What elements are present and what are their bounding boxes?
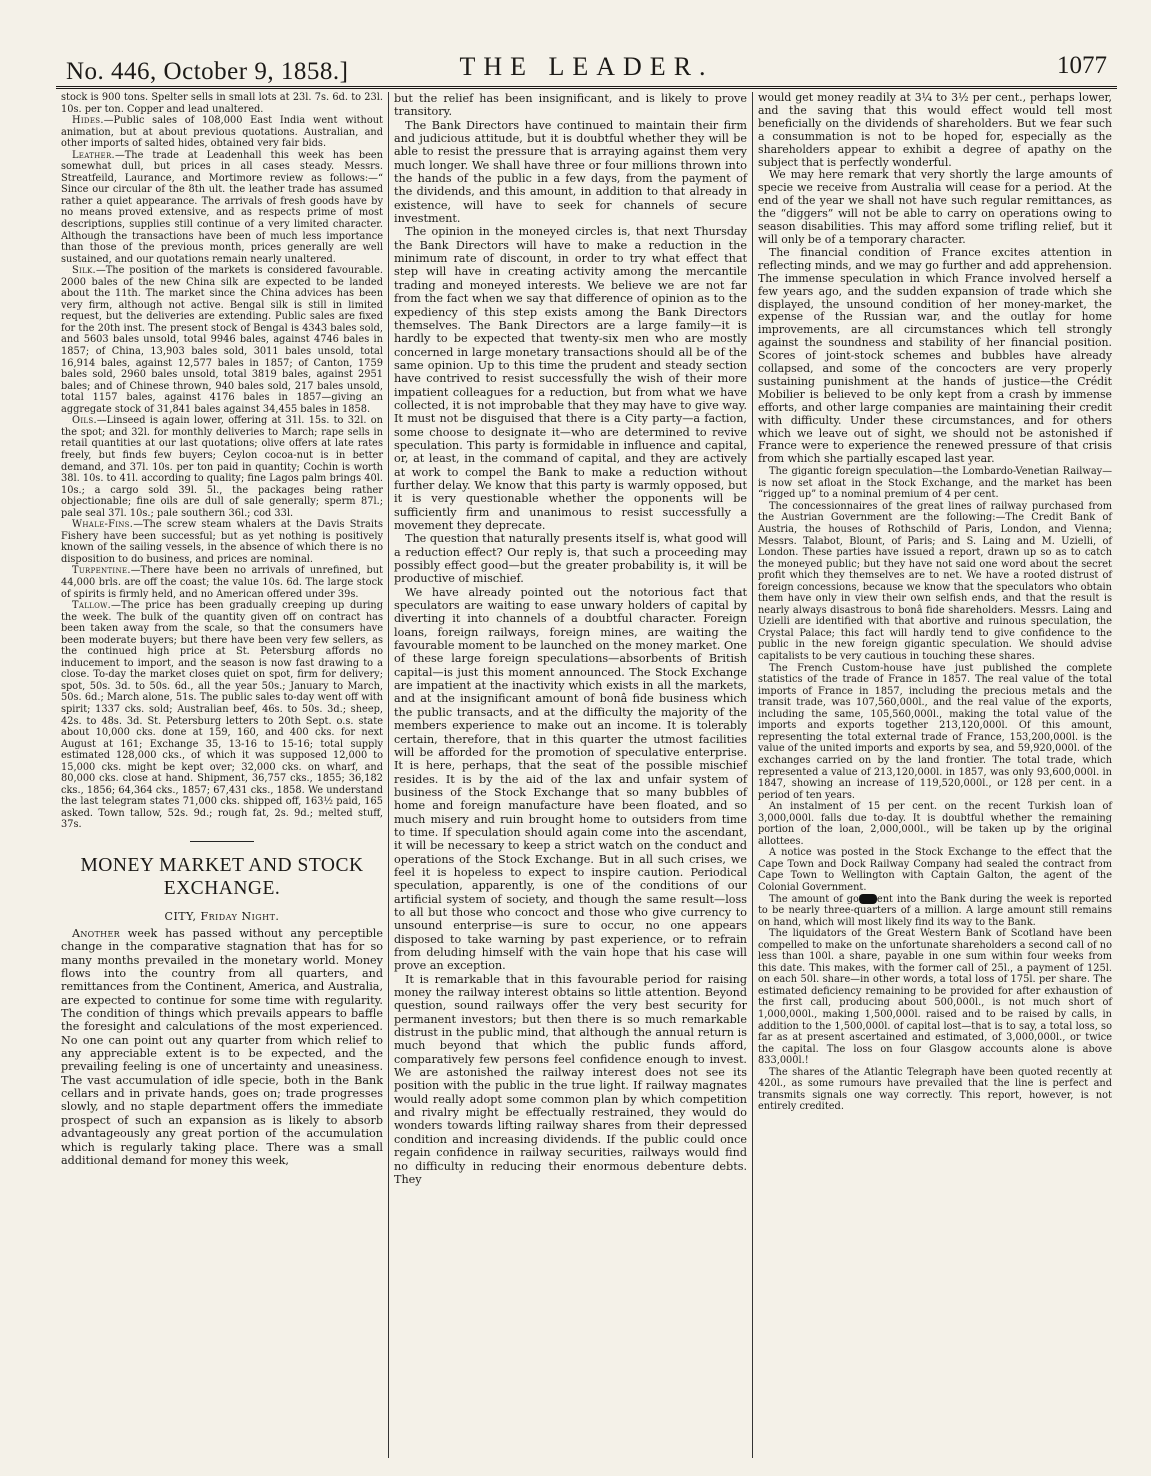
paragraph-text: —There have been no arrivals of unrefined, but 44,000 brls. are off the coast; the value 10s. 6d. The large stock of spirits is firmly held, and no American offered under 39s. [61,565,383,600]
paragraph: An instalment of 15 per cent. on the recent Turkish loan of 3,000,000l. falls due to-day. It is doubtful whether the remaining portion of the loan, 2,000,000l., will be taken up by the original allottees. [758,801,1112,847]
run-in-head: Leather. [72,149,115,161]
section-heading: MONEY MARKET AND STOCK EXCHANGE. [80,855,364,899]
paragraph: We may here remark that very shortly the large amounts of specie we receive from Australia will cease for a period. At the end of the year we shall not have such regular remittances, as the “diggers” will not be able to carry on operations owing to season disabilities. This may afford some trifling relief, but it will only be of a temporary character. [758,168,1112,246]
page-number: 1077 [1057,52,1107,79]
paragraph-hides [61,115,383,150]
paragraph: It is remarkable that in this favourable period for raising money the railway interest obtains so little attention. Beyond question, sound railways offer the very best security for permanent investors; but then there is so much remarkable distrust in the public mind, that although the annual return is much beyond that which the public funds afford, comparatively few persons feel confidence enough to invest. We are astonished the railway interest does not see its position with the public in the true light. If railway magnates would really adopt some common plan by which competition and rivalry might be effectually restrained, they would do wonders towards lifting railway shares from their depressed condition and increasing dividends. If the public could once regain confidence in railway securities, railways would find no difficulty in reducing their enormous debenture debts. They [394,972,747,1186]
paragraph: The Bank Directors have continued to maintain their firm and judicious attitude, but it is doubtful whether they will be able to resist the pressure that is arraying against them very much longer. We shall have three or four millions thrown into the hands of the public in a few days, from the payment of the dividends, and this amount, in addition to that already in existence, will have to seek for channels of secure investment. [394,118,747,226]
paragraph-silk [61,265,383,415]
paragraph-turpentine [61,565,383,600]
paragraph: The French Custom-house have just published the complete statistics of the trade of France in 1857. The real value of the total imports of France in 1857, including the precious metals and the transit trade, was 107,560,000l., and the real value of the exports, including the same, 105,560,000l., making the total value of the imports and exports together 213,120,000l. Of this amount, representing the total external trade of France, 153,200,000l. is the value of the united imports and exports by sea, and 59,920,000l. of the exchanges carried on by the land frontier. The total trade, which represented a value of 213,120,000l. in 1857, was only 93,600,000l. in 1847, showing an increase of 119,520,000l., or 128 per cent. in a period of ten years. [758,662,1112,801]
paragraph: The financial condition of France excites attention in reflecting minds, and we may go further and add apprehension. The immense speculation in which France involved herself a few years ago, and the sudden expansion of trade which she displayed, the unsound condition of her money-market, the expense of the Russian war, and the outlay for home improvements, are all circumstances which tell strongly against the soundness and stability of her financial position. Scores of joint-stock schemes and bubbles have already collapsed, and some of the concocters are very properly sustaining punishment at the hands of justice—the Crédit Mobilier is believed to be only kept from a crash by immense efforts, and other large companies are maintaining their credit with difficulty. Under these circumstances, and for others which we leave out of sight, we should not be astonished if France were to experience the renewed pressure of that crisis from which she partially escaped last year. [758,245,1112,466]
paragraph: stock is 900 tons. Spelter sells in small lots at 23l. 7s. 6d. to 23l. 10s. per ton. Copper and lead unaltered. [61,92,383,115]
paragraph-text: The amount of go [769,893,859,905]
paragraph: The question that naturally presents itself is, what good will a reduction effect? Our reply is, that such a proceeding may possibly effect good—but the greater probability is, it will be productive of mischief. [394,532,747,586]
paragraph-text: —The screw steam whalers at the Davis Straits Fishery have been successful; but as yet nothing is positively known of the sailing vessels, in the absence of which there is no disposition to do business, and prices are nominal. [61,519,383,565]
stock-notes [758,466,1112,1113]
paragraph-whale-fins [61,519,383,565]
paragraph-text: week has passed without any perceptible change in the comparative stagnation that has for so many months prevailed in the monetary world. Money flows into the country from all quarters, and remittances from the Continent, America, and Australia, are expected to continue for some time with regularity. The condition of things which prevails appears to baffle the foresight and calculations of the most experienced. No one can point out any quarter from which relief to any appreciable extent is to be expected, and the prevailing feeling is one of uncertainty and uneasiness. The vast accumulation of idle specie, both in the Bank cellars and in private hands, goes on; trade progresses slowly, and no staple department offers the immediate prospect of such an expansion as is likely to absorb advantageously any great portion of the accumulation which is regularly taking place. There was a small additional demand for money this week, [61,927,383,1167]
ink-blot [859,894,877,904]
run-in-head: Oils. [72,415,97,427]
paragraph-text: —Linseed is again lower, offering at 31l. 15s. to 32l. on the spot; and 32l. for monthly deliveries to March; rape sells in retail quantities at our last quotations; olive offers at late rates freely, but finds few buyers; Ceylon cocoa-nut is in better demand, and 37l. 10s. per ton paid in quantity; Cochin is worth 38l. 10s. to 41l. according to quality; fine Lagos palm brings 40l. 10s.; a cargo sold 39l. 5l., the packages being rather objectionable; fine oils are dull of sale generally; sperm 87l.; pale seal 37l. 10s.; pale southern 36l.; cod 33l. [61,415,383,519]
paragraph-specie [758,894,1112,929]
paragraph-tallow [61,600,383,831]
paragraph: The concessionnaires of the great lines of railway purchased from the Austrian Government are the following:—The Credit Bank of Austria, the houses of Rothschild of Paris, London, and Vienna; Messrs. Talabot, Blount, of Paris; and S. Laing and M. Uzielli, of London. These parties have issued a report, drawn up so as to catch the moneyed public; but they have not said one word about the secret profit which they themselves are to net. We have a rooted distrust of foreign concessions, because we know that the speculators who obtain them have only in view their own selfish ends, and that the result is nearly always disastrous to bonâ fide shareholders. Messrs. Laing and Uzielli are identified with that abortive and ruinous speculation, the Crystal Palace; this fact will hardly tend to give confidence to the public in the new foreign gigantic speculation. We should advise capitalists to be very cautious in touching these shares. [758,500,1112,663]
paragraph-text: —The position of the markets is considered favourable. 2000 bales of the new China silk are expected to be landed about the 11th. The market since the China advices has been very firm, although not active. Bengal silk is still in limited request, but the deliveries are extending. Public sales are fixed for the 20th inst. The present stock of Bengal is 4343 bales sold, and 5603 bales unsold, total 9946 bales, against 4746 bales in 1857; of China, 13,903 bales sold, 3011 bales unsold, total 16,914 bales, against 12,577 bales in 1857; of Canton, 1759 bales sold, 2960 bales unsold, total 3819 bales, against 2951 bales; and of Chinese thrown, 940 bales sold, 217 bales unsold, total 1157 bales, against 4176 bales in 1857—giving an aggregate stock of 31,841 bales against 34,455 bales in 1858. [61,265,383,415]
paragraph: The liquidators of the Great Western Bank of Scotland have been compelled to make on the unfortunate shareholders a second call of no less than 100l. a share, payable in one sum within four weeks from this date. This makes, with the former call of 25l., a payment of 125l. on each 50l. share—in other words, a total loss of 175l. per share. The estimated deficiency remaining to be provided for after exhaustion of the first call, producing about 500,000l., is not much short of 1,000,000l., making 1,500,000l. raised and to be raised by calls, in addition to the 1,500,000l. of capital lost—that is to say, a total loss, so far as at present ascertained and estimated, of 3,000,000l., or twice the capital. The loss on four Glasgow accounts alone is above 833,000l.! [758,928,1112,1067]
run-in-head: Turpentine. [72,565,131,577]
paragraph: The opinion in the moneyed circles is, that next Thursday the Bank Directors will have to make a reduction in the minimum rate of discount, in order to try what effect that step will have in creating activity among the mercantile trading and moneyed interests. We believe we are not far from the fact when we say that difference of opinion as to the expediency of this step exists among the Bank Directors themselves. The Bank Directors are a large family—it is hardly to be expected that twenty-six men who are mostly concerned in large monetary transactions should all be of the same opinion. Up to this time the prudent and steady section have contrived to resist successfully the wish of their more impatient colleagues for a reduction, but from what we have collected, it is not improbable that they may have to give way. It must not be disguised that there is a City party—a faction, some choose to designate it—who are determined to revive speculation. This party is formidable in influence and capital, or, at least, in the command of capital, and they are actively at work to compel the Bank to make a reduction without further delay. We know that this party is warmly opposed, but it is very questionable whether the opponents will be sufficiently firm and unanimous to resist successfully a movement they deprecate. [394,225,747,532]
paragraph-text: ent into the Bank during the week is reported to be nearly three-quarters of a million. A large amount still remains on hand, which will most likely find its way to the Bank. [758,893,1112,928]
paragraph-leather [61,150,383,265]
column-1 [56,92,388,1458]
run-in-head: Hides. [72,115,104,127]
paragraph-text: —Public sales of 108,000 East India went without animation, but at about previous quotations. Australian, and other imports of salted hides, obtained very fair bids. [61,115,383,150]
masthead [56,40,1117,89]
paragraph: We have already pointed out the notorious fact that speculators are waiting to ease unwary holders of capital by diverting it into channels of a doubtful character. Foreign loans, foreign railways, foreign mines, are waiting the favourable moment to be launched on the money market. One of these large foreign speculations—absorbents of British capital—is just this moment announced. The Stock Exchange are impatient at the inactivity which exists in all the markets, and at the insignificant amount of bonâ fide business which the public transacts, and at the difficulty the majority of the members experience to make out an income. It is tolerably certain, therefore, that in this quarter the utmost facilities will be afforded for the promotion of speculative enterprise. It is here, perhaps, that the seat of the possible mischief resides. It is by the aid of the lax and unfair system of business of the Stock Exchange that so many bubbles of home and foreign manufacture have been floated, and so much misery and ruin brought home to outsiders from time to time. If speculation should again come into the ascendant, it will be necessary to keep a strict watch on the conduct and operations of the Stock Exchange. But in all such crises, we feel it is hopeless to expect to inspire caution. Periodical speculation, apparently, is one of the conditions of our artificial system of society, and though the same result—loss to all but those who concoct and those who give currency to unsound enterprise—is sure to occur, no one appears disposed to take warning by past experience, or to refrain from deluding himself with the vain hope that his case will prove an exception. [394,585,747,973]
run-in-head: Silk. [72,265,96,277]
paragraph: The shares of the Atlantic Telegraph have been quoted recently at 420l., as some rumours have prevailed that the line is perfect and transmits signals one way correctly. This report, however, is not entirely credited. [758,1066,1112,1113]
column-3 [753,92,1117,1458]
paper-title: THE LEADER. [459,52,714,81]
issue-date: No. 446, October 9, 1858.] [66,58,349,85]
run-in-head: Whale-Fins. [72,519,134,531]
columns [56,92,1117,1458]
trade-reports [61,92,383,831]
lead-word: Another [72,927,120,940]
dateline: CITY, Friday Night. [164,910,280,923]
paragraph: would get money readily at 3¼ to 3½ per cent., perhaps lower, and the saving that this would effect would tell most beneficially on the dividends of shareholders. But we fear such a consummation is not to be hoped for, especially as the shareholders appear to exhibit a degree of apathy on the subject that is perfectly wonderful. [758,92,1112,169]
paragraph-text: —The price has been gradually creeping up during the week. The bulk of the quantity given off on contract has been taken away from the scale, so that the consumers have been moderate buyers; but there have been very few sellers, as the continued high price at St. Petersburg affords no inducement to import, and the season is now fast drawing to a close. To-day the market closes quiet on spot, firm for delivery; spot, 50s. 3d. to 50s. 6d., all the year 50s.; January to March, 50s. 6d.; March alone, 51s. The public sales to-day went off with spirit; 1337 cks. sold; Australian beef, 46s. to 50s. 3d.; sheep, 42s. to 48s. 3d. St. Petersburg letters to 20th Sept. o.s. state about 10,000 cks. done at 159, 160, and 400 cks. for next August at 161; Exchange 35, 13-16 to 15-16; total supply estimated 128,000 cks., of which it was supposed 12,000 to 15,000 cks. might be kept over; 32,000 cks. on wharf, and 80,000 cks. close at hand. Shipment, 36,757 cks., 1855; 36,182 cks., 1856; 64,364 cks., 1857; 67,431 cks., 1858. We understand the last telegram states 71,000 cks. shipped off, 163½ paid, 165 asked. Town tallow, 52s. 9d.; rough fat, 2s. 9d.; melted stuff, 37s. [61,600,383,831]
paragraph: The gigantic foreign speculation—the Lombardo-Venetian Railway—is now set afloat in the Stock Exchange, and the market has been “rigged up” to a nominal premium of 4 per cent. [758,466,1112,501]
paragraph-oils [61,415,383,519]
divider [190,841,254,842]
run-in-head: Tallow. [72,600,112,612]
paragraph-text: —The trade at Leadenhall this week has been somewhat dull, but prices in all cases steady. Messrs. Streatfeild, Laurance, and Mortimore review as follows:—“ Since our circular of the 8th ult. the leather trade has assumed rather a quiet appearance. The arrivals of fresh goods have by no means proved extensive, and as respects prime of most descriptions, supplies still continue of a very limited character. Although the transactions have been of much less importance than those of the previous month, prices generally are well sustained, and our quotations remain nearly unaltered. [61,149,383,265]
paragraph: A notice was posted in the Stock Exchange to the effect that the Cape Town and Dock Railway Company had sealed the contract from Cape Town to Wellington with Captain Galton, the agent of the Colonial Government. [758,847,1112,893]
column-2 [388,92,753,1458]
paragraph-money-market [61,927,383,1167]
paragraph: but the relief has been insignificant, and is likely to prove transitory. [394,92,747,119]
